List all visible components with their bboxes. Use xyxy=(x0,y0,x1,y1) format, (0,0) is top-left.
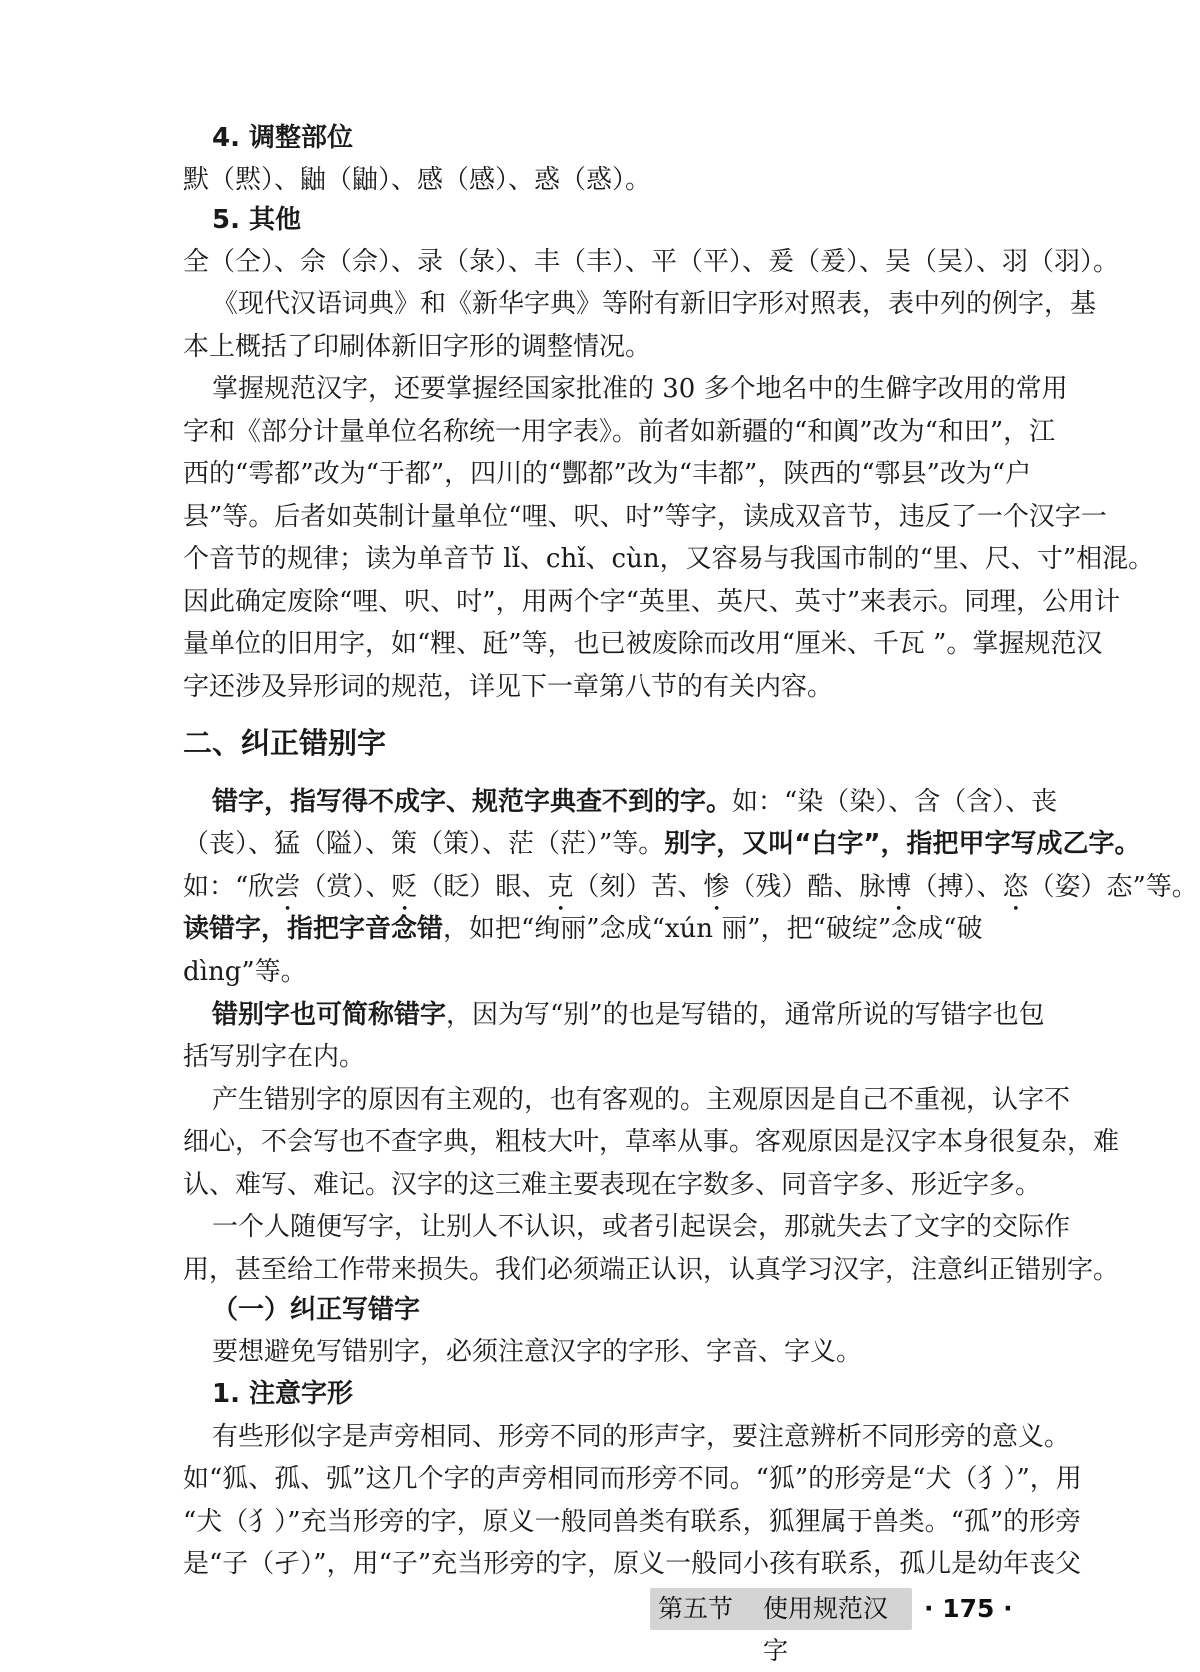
footer-title: 使用规范汉字 xyxy=(763,1594,889,1665)
paragraph-line: 掌握规范汉字，还要掌握经国家批准的 30 多个地名中的生僻字改用的常用 xyxy=(212,374,1068,404)
inline-text: 如：“欣 xyxy=(183,872,275,902)
page-number: · 175 · xyxy=(924,1594,1013,1623)
paragraph-line: 如“狐、孤、弧”这几个字的声旁相同而形旁不同。“狐”的形旁是“犬（犭）”，用 xyxy=(183,1464,1082,1494)
subsection-heading: （一）纠正写错字 xyxy=(212,1295,421,1325)
emphasized-char: 博 xyxy=(885,872,912,902)
paragraph-line: 一个人随便写字，让别人不认识，或者引起误会，那就失去了文字的交际作 xyxy=(212,1212,1071,1242)
paragraph-line: 个音节的规律；读为单音节 lǐ、chǐ、cùn，又容易与我国市制的“里、尺、寸”相混。 xyxy=(183,544,1155,574)
paragraph-line: 产生错别字的原因有主观的，也有客观的。主观原因是自己不重视，认字不 xyxy=(212,1085,1071,1115)
paragraph-line: 默（黙）、鼬（鼬）、感（感）、惑（惑）。 xyxy=(183,165,652,195)
paragraph-line: 要想避免写错别字，必须注意汉字的字形、字音、字义。 xyxy=(212,1337,863,1367)
subheading-other: 5. 其他 xyxy=(212,205,302,235)
paragraph-line xyxy=(212,780,1200,824)
subheading-adjust-position: 4. 调整部位 xyxy=(212,123,354,153)
inline-text: ，因为写“别”的也是写错的，通常所说的写错字也包 xyxy=(446,1000,1045,1030)
inline-text: （刻）苦、 xyxy=(573,872,704,902)
inline-text: （残）酷、脉 xyxy=(729,872,886,902)
paragraph-line: 细心，不会写也不查字典，粗枝大叶，草率从事。客观原因是汉字本身很复杂，难 xyxy=(183,1127,1120,1157)
paragraph-line: 《现代汉语词典》和《新华字典》等附有新旧字形对照表，表中列的例字，基 xyxy=(212,289,1097,319)
inline-text: ，如把“绚丽”念成“xún 丽”，把“破绽”念成“破 xyxy=(443,914,983,944)
inline-text: （丧）、猛（隘）、策（策）、茫（茫）”等。 xyxy=(183,829,665,859)
section-heading: 二、纠正错别字 xyxy=(183,726,387,760)
emphasized-char: 贬 xyxy=(391,872,418,902)
inline-text: （搏）、 xyxy=(911,872,1003,902)
paragraph-line: 括写别字在内。 xyxy=(183,1042,366,1072)
inline-text: （眨）眼、 xyxy=(417,872,548,902)
emphasized-char: 克 xyxy=(547,872,574,902)
paragraph-line xyxy=(183,822,1200,866)
running-footer-label xyxy=(650,1588,912,1665)
term-definition: 错字，指写得不成字、规范字典查不到的字。 xyxy=(212,787,733,817)
paragraph-line: 量单位的旧用字，如“粴、瓩”等，也已被废除而改用“厘米、千瓦 ”。掌握规范汉 xyxy=(183,629,1103,659)
paragraph-line: 用，甚至给工作带来损失。我们必须端正认识，认真学习汉字，注意纠正错别字。 xyxy=(183,1255,1120,1285)
paragraph-line: dìng”等。 xyxy=(183,957,307,987)
paragraph-line: 西的“雩都”改为“于都”，四川的“酆都”改为“丰都”，陕西的“鄠县”改为“户 xyxy=(183,459,1032,489)
footer-section: 第五节 xyxy=(658,1594,734,1623)
paragraph-line: 本上概括了印刷体新旧字形的调整情况。 xyxy=(183,332,652,362)
paragraph-line: 字和《部分计量单位名称统一用字表》。前者如新疆的“和阗”改为“和田”，江 xyxy=(183,417,1056,447)
emphasized-char: 惨 xyxy=(703,872,730,902)
paragraph-line xyxy=(212,993,1200,1037)
paragraph-line: 字还涉及异形词的规范，详见下一章第八节的有关内容。 xyxy=(183,672,834,702)
paragraph-line: “犬（犭）”充当形旁的字，原义一般同兽类有联系，狐狸属于兽类。“孤”的形旁 xyxy=(183,1507,1082,1537)
term-definition: 别字，又叫“白字”，指把甲字写成乙字。 xyxy=(664,829,1141,859)
inline-text: （赏）、 xyxy=(300,872,392,902)
term-definition: 读错字，指把字音念错 xyxy=(183,914,444,944)
paragraph-line xyxy=(183,865,1200,909)
paragraph-line: 县”等。后者如英制计量单位“哩、呎、吋”等字，读成双音节，违反了一个汉字一 xyxy=(183,502,1107,532)
paragraph-line: 有些形似字是声旁相同、形旁不同的形声字，要注意辨析不同形旁的意义。 xyxy=(212,1422,1071,1452)
inline-text: （姿）态”等。 xyxy=(1028,872,1198,902)
page-footer xyxy=(0,1588,1200,1665)
emphasized-char: 恣 xyxy=(1002,872,1029,902)
term-definition: 错别字也可简称错字 xyxy=(212,1000,447,1030)
subheading-glyph-form: 1. 注意字形 xyxy=(212,1379,354,1409)
paragraph-line: 是“子（孑）”，用“子”充当形旁的字，原义一般同小孩有联系，孤儿是幼年丧父 xyxy=(183,1549,1082,1579)
paragraph-line: 全（仝）、佘（佘）、录（彔）、丰（丰）、平（平）、爰（爰）、吴（吴）、羽（羽）。 xyxy=(183,247,1120,277)
paragraph-line: 因此确定废除“哩、呎、吋”，用两个字“英里、英尺、英寸”来表示。同理，公用计 xyxy=(183,587,1121,617)
paragraph-line: 认、难写、难记。汉字的这三难主要表现在字数多、同音字多、形近字多。 xyxy=(183,1170,1042,1200)
paragraph-line xyxy=(183,907,1200,951)
emphasized-char: 尝 xyxy=(274,872,301,902)
inline-text: 如：“染（染）、含（含）、丧 xyxy=(732,787,1058,817)
